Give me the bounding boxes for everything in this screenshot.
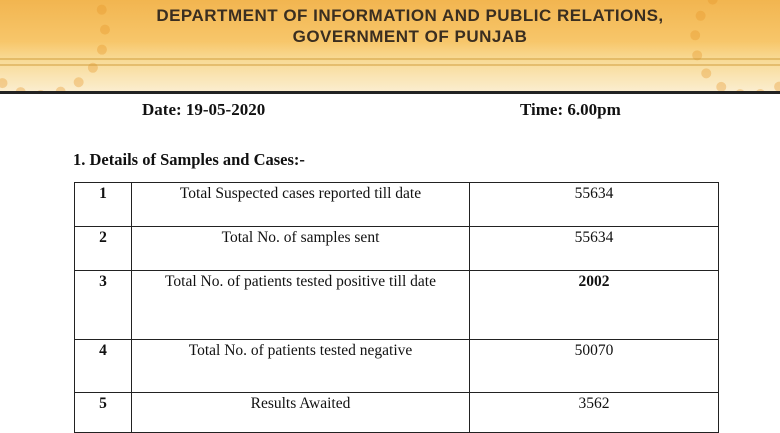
row-value: 55634 [470, 183, 719, 227]
report-date: Date: 19-05-2020 [142, 100, 266, 119]
row-value: 50070 [470, 340, 719, 393]
header-banner [0, 0, 780, 92]
row-label: Total Suspected cases reported till date [132, 183, 470, 227]
section-title: 1. Details of Samples and Cases:- [73, 150, 305, 169]
row-label: Total No. of samples sent [132, 227, 470, 271]
table-row [75, 271, 719, 340]
report-time: Time: 6.00pm [520, 100, 621, 119]
table-row [75, 227, 719, 271]
row-label: Results Awaited [132, 393, 470, 433]
row-number: 3 [75, 271, 132, 340]
row-label: Total No. of patients tested positive till date [132, 271, 470, 340]
samples-cases-table [74, 182, 719, 433]
table-row [75, 340, 719, 393]
row-number: 4 [75, 340, 132, 393]
row-value: 3562 [470, 393, 719, 433]
row-number: 1 [75, 183, 132, 227]
banner-stripe [0, 64, 780, 66]
header-title-line-1: DEPARTMENT OF INFORMATION AND PUBLIC RELATIONS, [156, 6, 664, 25]
row-number: 2 [75, 227, 132, 271]
row-label: Total No. of patients tested negative [132, 340, 470, 393]
header-divider [0, 91, 780, 94]
row-value: 55634 [470, 227, 719, 271]
row-value: 2002 [470, 271, 719, 340]
row-number: 5 [75, 393, 132, 433]
table-row [75, 393, 719, 433]
table-row [75, 183, 719, 227]
banner-stripe [0, 58, 780, 60]
header-title-line-2: GOVERNMENT OF PUNJAB [292, 27, 528, 46]
